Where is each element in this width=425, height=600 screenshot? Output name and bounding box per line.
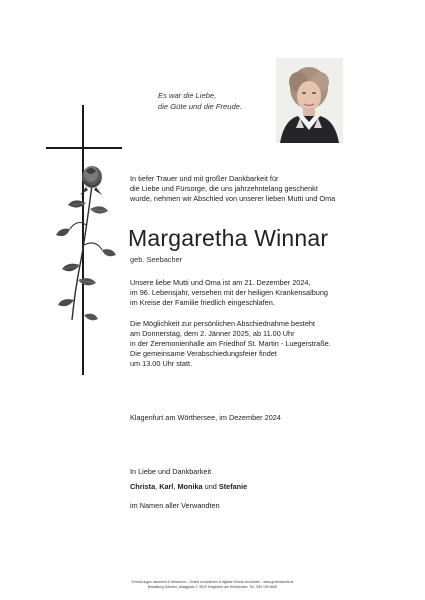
paragraph2-line-2: am Donnerstag, dem 2. Jänner 2025, ab 11.00 Uhr bbox=[130, 329, 295, 338]
intro-line-3: wurde, nehmen wir Abschied von unserer lieben Mutti und Oma bbox=[130, 194, 336, 203]
place-and-date: Klagenfurt am Wörthersee, im Dezember 2024 bbox=[130, 413, 281, 422]
paragraph1-line-1: Unsere liebe Mutti und Oma ist am 21. Dezember 2024, bbox=[130, 278, 311, 287]
farewell-paragraph bbox=[130, 319, 415, 369]
footer-line-1: Erinnerungen sammeln & bewahren – Online kondolieren & digitale Kerzen anzünden - www.gedenkseite.at bbox=[131, 580, 294, 584]
name-separator: und bbox=[202, 482, 219, 491]
mourner-name-1: Christa bbox=[130, 482, 156, 491]
cross-rose-icon bbox=[40, 105, 130, 375]
paragraph1-line-3: im Kreise der Familie friedlich eingeschlafen. bbox=[130, 298, 275, 307]
mourner-name-4: Stefanie bbox=[218, 482, 248, 491]
portrait-image bbox=[276, 58, 343, 143]
footer bbox=[0, 580, 425, 590]
intro-text bbox=[130, 174, 415, 204]
intro-line-1: In tiefer Trauer und mit großer Dankbarkeit für bbox=[130, 174, 279, 183]
mourner-name-3: Monika bbox=[177, 482, 203, 491]
death-notice-paragraph bbox=[130, 278, 415, 308]
quote-line-1: Es war die Liebe, bbox=[158, 91, 217, 100]
paragraph2-line-5: um 13.00 Uhr statt. bbox=[130, 359, 193, 368]
cross-with-rose bbox=[40, 105, 130, 375]
name-separator: , bbox=[173, 482, 178, 491]
maiden-name: geb. Seebacher bbox=[130, 255, 183, 264]
relatives-line: im Namen aller Verwandten bbox=[130, 501, 220, 510]
quote-line-2: die Güte und die Freude. bbox=[158, 102, 243, 111]
paragraph2-line-3: in der Zeremonienhalle am Friedhof St. Martin - Luegerstraße. bbox=[130, 339, 331, 348]
mourner-name-2: Karl bbox=[159, 482, 174, 491]
name-separator: , bbox=[155, 482, 160, 491]
mourners-names bbox=[130, 482, 247, 491]
deceased-name: Margaretha Winnar bbox=[128, 225, 329, 251]
intro-line-2: die Liebe und Fürsorge, die uns jahrzehntelang geschenkt bbox=[130, 184, 318, 193]
paragraph1-line-2: im 96. Lebensjahr, versehen mit der heiligen Krankensalbung bbox=[130, 288, 328, 297]
quote bbox=[158, 90, 242, 112]
paragraph2-line-1: Die Möglichkeit zur persönlichen Abschiednahme besteht bbox=[130, 319, 315, 328]
portrait-photo bbox=[276, 58, 343, 143]
paragraph2-line-4: Die gemeinsame Verabschiedungsfeier findet bbox=[130, 349, 277, 358]
footer-line-2: Bestattung Kärnten, Waagplatz 2, 9020 Klagenfurt am Wörthersee, Tel.: 050 199 6649 bbox=[147, 585, 278, 589]
closing-thanks: In Liebe und Dankbarkeit bbox=[130, 467, 212, 476]
